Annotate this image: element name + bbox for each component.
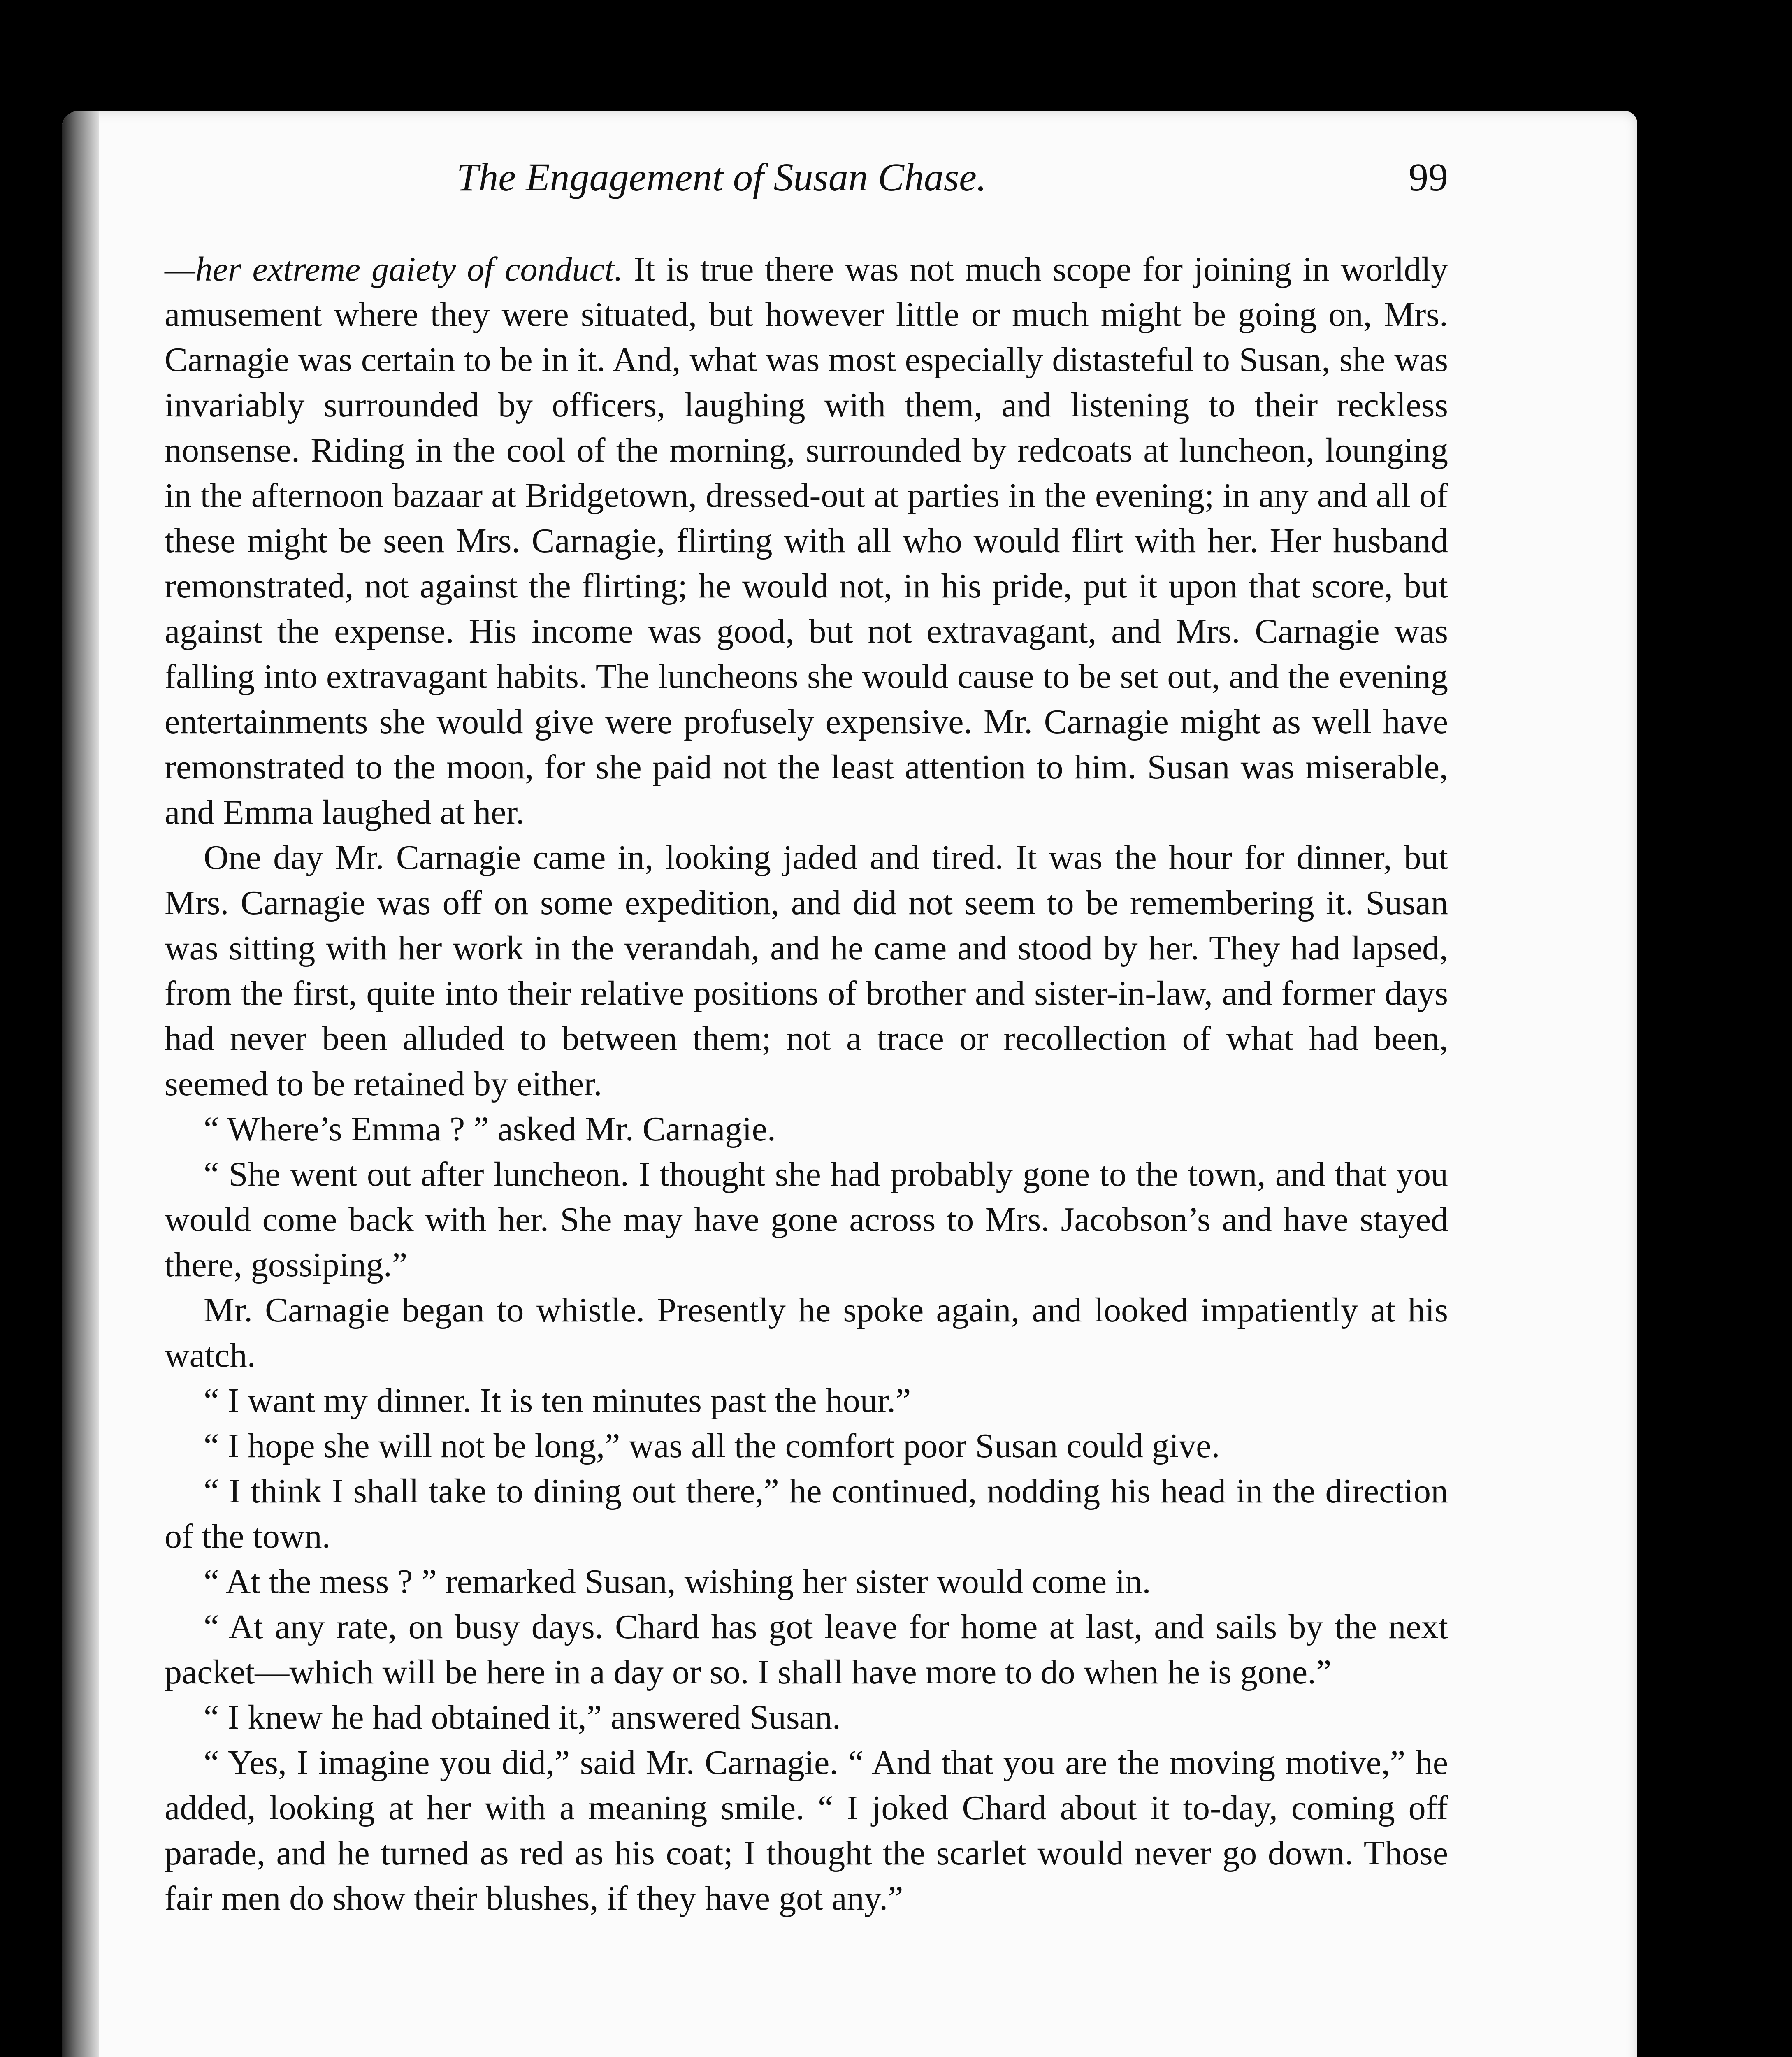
paragraph-1-text: It is true there was not much scope for joining in worldly amusement where they were situated, but however little or much might be going on, Mrs. Carnagie was certain to be in it. And, what was most especially distasteful to Susan, she was invariably surrounded by officers, laughing with them, and listening to their reckless nonsense. Riding in the cool of the morning, surrounded by redcoats at luncheon, lounging in the afternoon bazaar at Bridgetown, dressed-out at parties in the evening; in any and all of these might be seen Mrs. Carnagie, flirting with all who would flirt with her. Her husband remonstrated, not against the flirting; he would not, in his pride, put it upon that score, but against the expense. His income was good, but not extravagant, and Mrs. Carnagie was falling into extravagant habits. The luncheons she would cause to be set out, and the evening entertainments she would give were profusely expensive. Mr. Carnagie might as well have remonstrated to the moon, for she paid not the least attention to him. Susan was miserable, and Emma laughed at her. <box>165 250 1448 831</box>
paragraph-10: “ At any rate, on busy days. Chard has got leave for home at last, and sails by the next packet—which will be here in a day or so. I shall have more to do when he is gone.” <box>165 1608 1448 1691</box>
paragraph-8: “ I think I shall take to dining out there,” he continued, nodding his head in the direction of the town. <box>165 1472 1448 1556</box>
paragraph-7: “ I hope she will not be long,” was all the comfort poor Susan could give. <box>204 1427 1220 1465</box>
running-title: The Engagement of Susan Chase. <box>457 155 987 199</box>
paragraph-5: Mr. Carnagie began to whistle. Presently he spoke again, and looked impatiently at his watch. <box>165 1291 1448 1374</box>
paragraph-11: “ I knew he had obtained it,” answered Susan. <box>204 1698 841 1737</box>
page-body <box>165 247 1448 1921</box>
paragraph-1 <box>165 247 1448 835</box>
paragraph-4: “ She went out after luncheon. I thought she had probably gone to the town, and that you would come back with her. She may have gone across to Mrs. Jacobson’s and have stayed there, gossiping.” <box>165 1155 1448 1284</box>
paragraph-12: “ Yes, I imagine you did,” said Mr. Carnagie. “ And that you are the moving motive,” he added, looking at her with a meaning smile. “ I joked Chard about it to-day, coming off parade, and he turned as red as his coat; I thought the scarlet would never go down. Those fair men do show their blushes, if they have got any.” <box>165 1744 1448 1918</box>
page-number: 99 <box>1409 155 1448 199</box>
paragraph-9: “ At the mess ? ” remarked Susan, wishing her sister would come in. <box>204 1562 1151 1601</box>
paragraph-3: “ Where’s Emma ? ” asked Mr. Carnagie. <box>204 1110 776 1148</box>
page-header <box>457 154 1448 216</box>
page-gutter-shadow <box>62 111 99 2057</box>
paragraph-2: One day Mr. Carnagie came in, looking jaded and tired. It was the hour for dinner, but Mrs. Carnagie was off on some expedition, and did not seem to be remembering it. Susan was sitting with her work in the verandah, and he came and stood by her. They had lapsed, from the first, quite into their relative positions of brother and sister-in-law, and former days had never been alluded to between them; not a trace or recollection of what had been, seemed to be retained by either. <box>165 838 1448 1103</box>
paragraph-1-italic: —her extreme gaiety of conduct. <box>165 250 623 288</box>
paragraph-6: “ I want my dinner. It is ten minutes past the hour.” <box>204 1381 911 1420</box>
